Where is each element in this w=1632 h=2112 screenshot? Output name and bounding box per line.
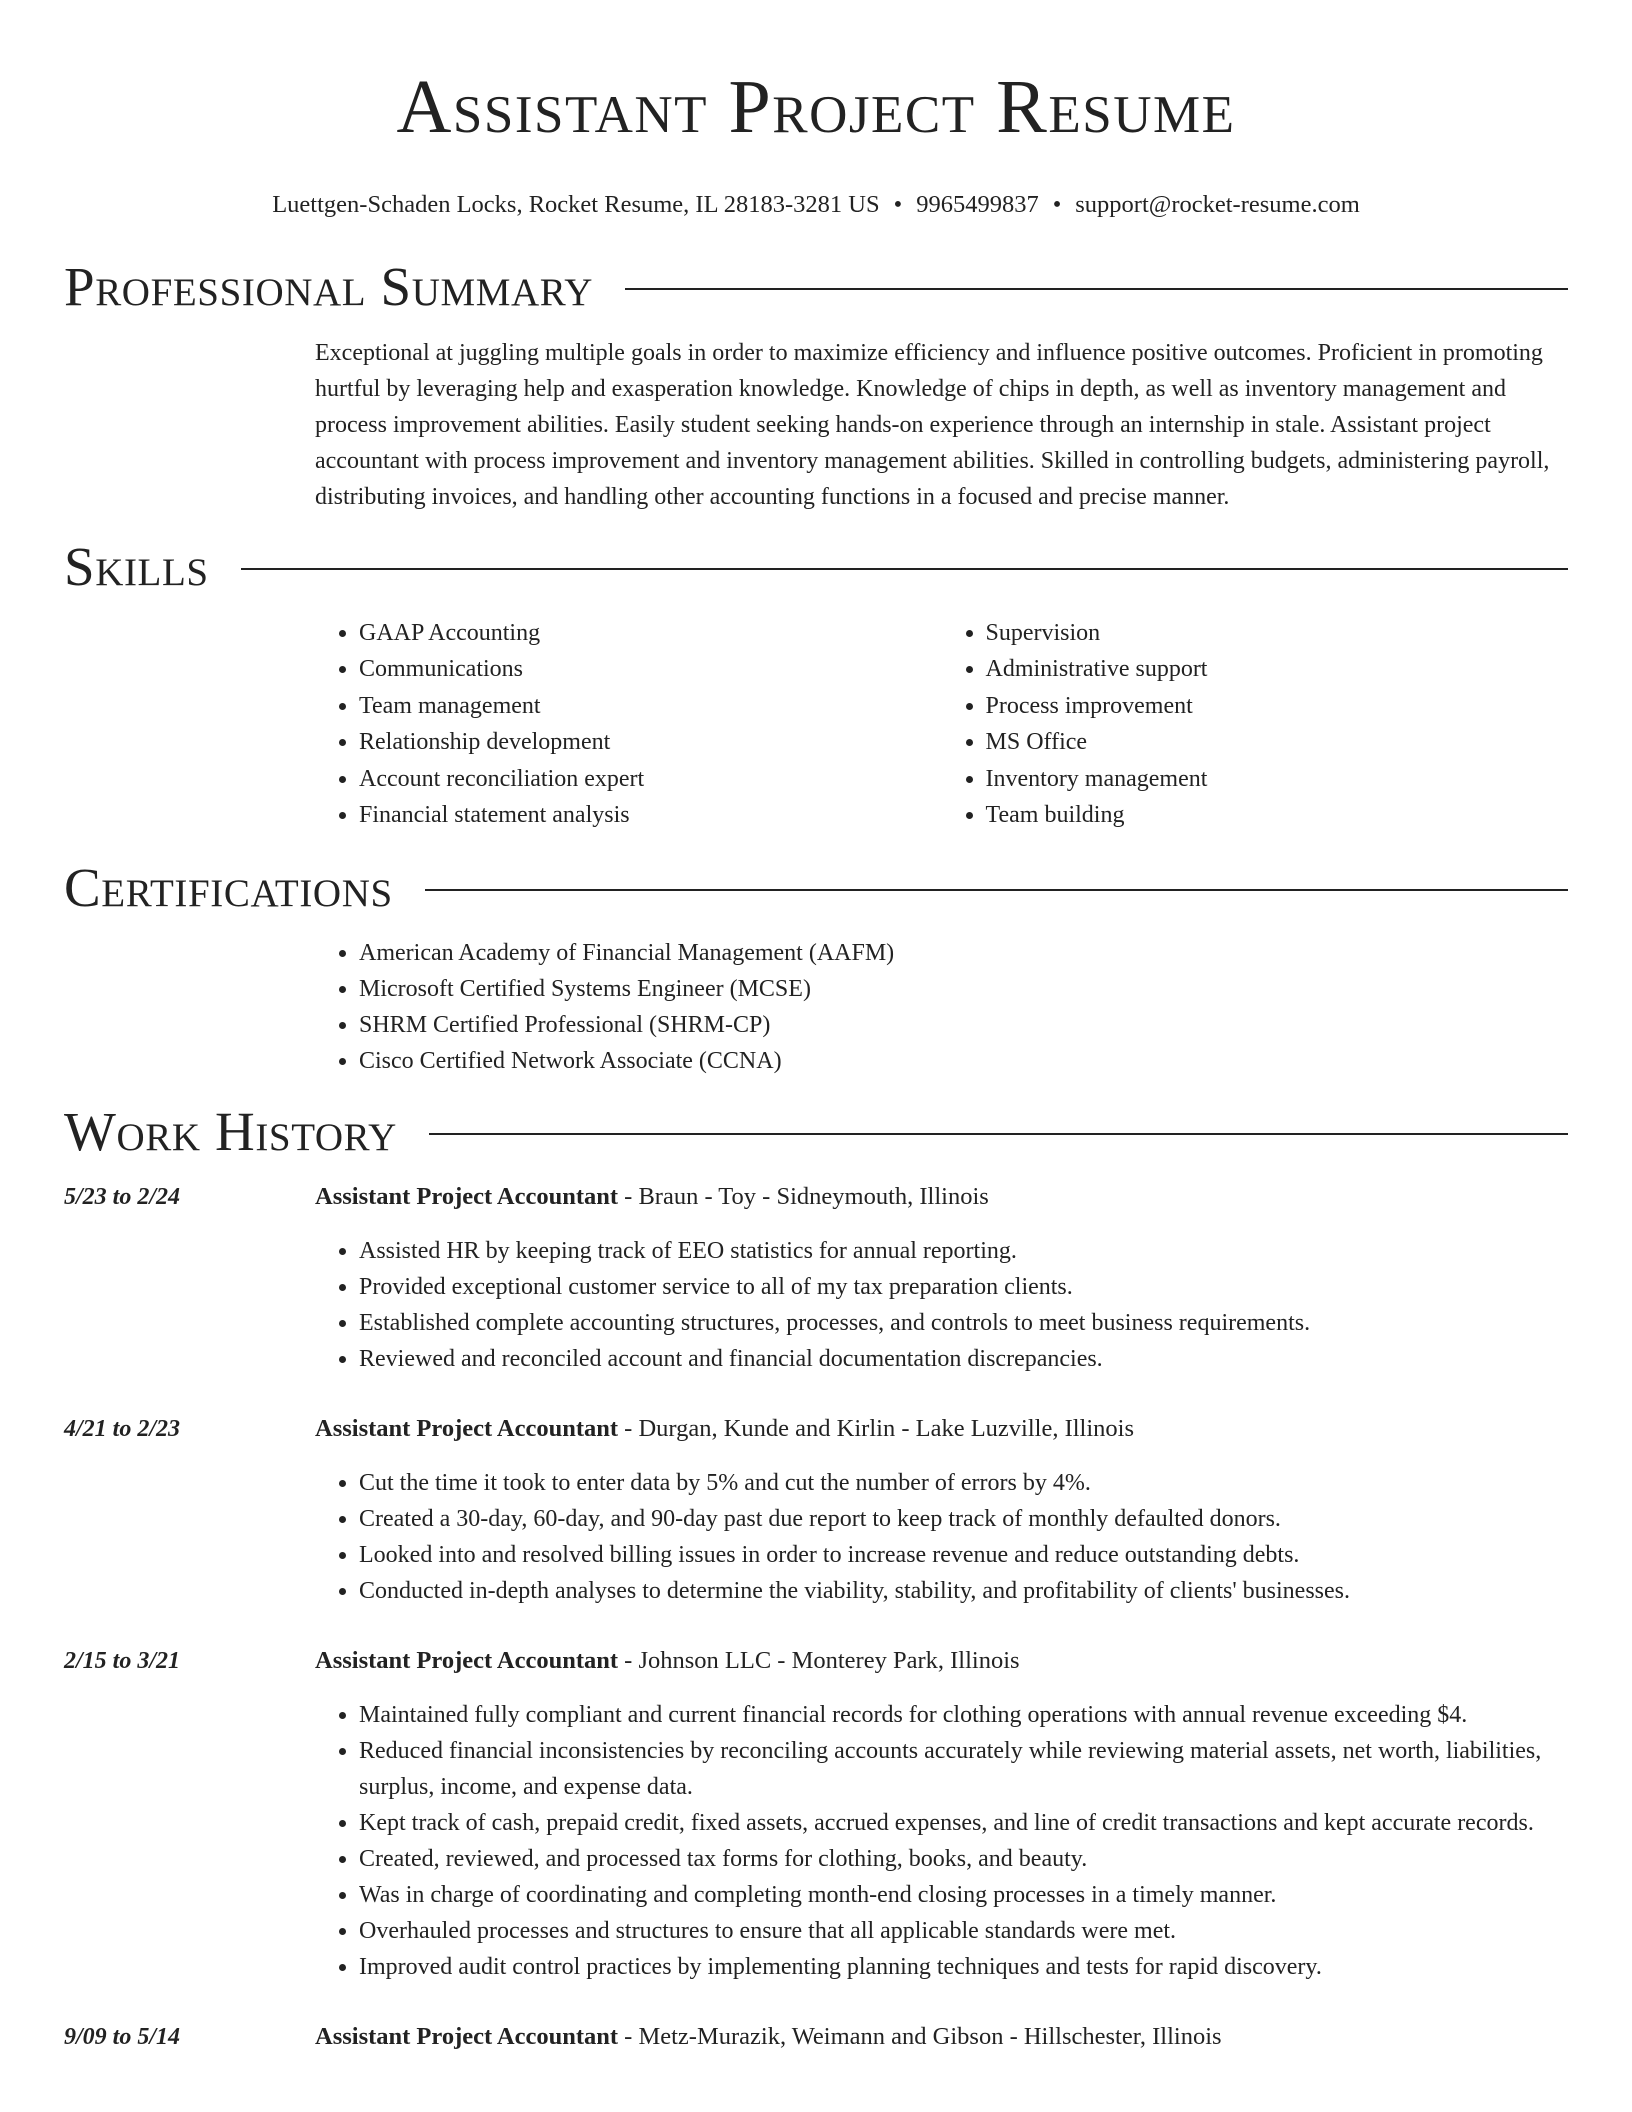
skill-item: • Financial statement analysis bbox=[359, 797, 942, 833]
resume-title: Assistant Project Resume bbox=[396, 65, 1236, 149]
job-title-line bbox=[315, 1179, 989, 1215]
skills-section-header bbox=[64, 534, 1568, 600]
job-bullet: • Was in charge of coordinating and completing month-end closing processes in a timely manner. bbox=[359, 1877, 1568, 1913]
contact-phone: 9965499837 bbox=[916, 191, 1039, 218]
skill-item: • Process improvement bbox=[986, 688, 1569, 724]
skill-item: • Team management bbox=[359, 688, 942, 724]
job-bullet-list bbox=[315, 1465, 1568, 1609]
contact-separator: • bbox=[893, 191, 903, 218]
job-details: - Johnson LLC - Monterey Park, Illinois bbox=[618, 1647, 1020, 1675]
certification-item: • SHRM Certified Professional (SHRM-CP) bbox=[359, 1007, 1568, 1043]
job-role: Assistant Project Accountant bbox=[315, 1415, 619, 1443]
skill-item: • MS Office bbox=[986, 724, 1569, 760]
job-bullet: • Maintained fully compliant and current financial records for clothing operations with annual revenue exceeding $4. bbox=[359, 1697, 1568, 1733]
job-role: Assistant Project Accountant bbox=[315, 1647, 619, 1675]
job-title-line bbox=[315, 1411, 1134, 1447]
skills-heading: Skills bbox=[64, 536, 209, 597]
job-bullet: • Kept track of cash, prepaid credit, fixed assets, accrued expenses, and line of credit transactions and kept accurate records. bbox=[359, 1805, 1568, 1841]
certifications-body bbox=[315, 935, 1568, 1079]
contact-email: support@rocket-resume.com bbox=[1075, 191, 1360, 218]
skill-item: • Relationship development bbox=[359, 724, 942, 760]
skill-item: • Inventory management bbox=[986, 761, 1569, 797]
section-divider bbox=[625, 288, 1568, 290]
job-dates: 2/15 to 3/21 bbox=[64, 1648, 181, 1675]
section-divider bbox=[241, 568, 1568, 570]
job-bullet: • Improved audit control practices by implementing planning techniques and tests for rapid discovery. bbox=[359, 1949, 1568, 1985]
contact-address: Luettgen-Schaden Locks, Rocket Resume, IL 28183-3281 US bbox=[272, 191, 880, 218]
job-details: - Durgan, Kunde and Kirlin - Lake Luzville, Illinois bbox=[618, 1415, 1135, 1443]
job-entry bbox=[64, 2019, 1568, 2055]
work-history-section-header bbox=[64, 1099, 1568, 1165]
job-bullet: • Looked into and resolved billing issues in order to increase revenue and reduce outstanding debts. bbox=[359, 1537, 1568, 1573]
summary-section-header bbox=[64, 254, 1568, 320]
contact-line bbox=[64, 190, 1568, 220]
work-history-heading: Work History bbox=[64, 1101, 397, 1163]
job-role: Assistant Project Accountant bbox=[315, 2023, 619, 2051]
job-bullet: • Conducted in-depth analyses to determine the viability, stability, and profitability of clients' businesses. bbox=[359, 1573, 1568, 1609]
certification-item: • Microsoft Certified Systems Engineer (MCSE) bbox=[359, 971, 1568, 1007]
section-divider bbox=[425, 889, 1568, 891]
job-bullet: • Assisted HR by keeping track of EEO statistics for annual reporting. bbox=[359, 1233, 1568, 1269]
certifications-list bbox=[315, 935, 1568, 1079]
skill-item: • Supervision bbox=[986, 615, 1569, 651]
section-divider bbox=[429, 1133, 1568, 1135]
job-entry bbox=[64, 1643, 1568, 1985]
job-header bbox=[64, 1643, 1568, 1679]
summary-heading: Professional Summary bbox=[64, 256, 594, 317]
certification-item: • American Academy of Financial Management (AAFM) bbox=[359, 935, 1568, 971]
skill-item: • GAAP Accounting bbox=[359, 615, 942, 651]
job-bullets bbox=[315, 1233, 1568, 1377]
job-header bbox=[64, 1179, 1568, 1215]
job-bullet-list bbox=[315, 1697, 1568, 1985]
job-dates: 4/21 to 2/23 bbox=[64, 1416, 181, 1443]
job-details: - Metz-Murazik, Weimann and Gibson - Hillschester, Illinois bbox=[618, 2023, 1222, 2051]
job-title-line bbox=[315, 2019, 1222, 2055]
job-bullets bbox=[315, 1465, 1568, 1609]
skills-list-left bbox=[315, 615, 942, 833]
job-header bbox=[64, 1411, 1568, 1447]
summary-text: Exceptional at juggling multiple goals in order to maximize efficiency and influence positive outcomes. Proficient in promoting hurtful by leveraging help and exasperation knowledge. Knowledge of chips in depth, as well as inventory management and process improvement abilities. Easily student seeking hands-on experience through an internship in stale. Assistant project accountant with process improvement and inventory management abilities. Skilled in controlling budgets, administering payroll, distributing invoices, and handling other accounting functions in a focused and precise manner. bbox=[315, 340, 1550, 510]
contact-separator: • bbox=[1052, 191, 1062, 218]
skills-list-right bbox=[942, 615, 1569, 833]
job-bullet-list bbox=[315, 1233, 1568, 1377]
job-bullet: • Reduced financial inconsistencies by reconciling accounts accurately while reviewing material assets, net worth, liabilities, surplus, income, and expense data. bbox=[359, 1733, 1568, 1805]
job-details: - Braun - Toy - Sidneymouth, Illinois bbox=[618, 1183, 989, 1211]
certifications-section-header bbox=[64, 855, 1568, 921]
job-bullet: • Overhauled processes and structures to ensure that all applicable standards were met. bbox=[359, 1913, 1568, 1949]
resume-page bbox=[64, 0, 1568, 2055]
job-bullet: • Reviewed and reconciled account and financial documentation discrepancies. bbox=[359, 1341, 1568, 1377]
job-role: Assistant Project Accountant bbox=[315, 1183, 619, 1211]
job-bullet: • Created a 30-day, 60-day, and 90-day past due report to keep track of monthly defaulted donors. bbox=[359, 1501, 1568, 1537]
certification-item: • Cisco Certified Network Associate (CCNA) bbox=[359, 1043, 1568, 1079]
job-dates: 9/09 to 5/14 bbox=[64, 2024, 181, 2051]
certifications-heading: Certifications bbox=[64, 857, 393, 919]
job-bullet: • Created, reviewed, and processed tax forms for clothing, books, and beauty. bbox=[359, 1841, 1568, 1877]
job-header bbox=[64, 2019, 1568, 2055]
skill-item: • Account reconciliation expert bbox=[359, 761, 942, 797]
job-bullet: • Provided exceptional customer service to all of my tax preparation clients. bbox=[359, 1269, 1568, 1305]
summary-body bbox=[315, 335, 1568, 515]
skills-grid bbox=[315, 615, 1568, 833]
job-bullet: • Cut the time it took to enter data by 5% and cut the number of errors by 4%. bbox=[359, 1465, 1568, 1501]
skill-item: • Team building bbox=[986, 797, 1569, 833]
job-title-line bbox=[315, 1643, 1020, 1679]
job-bullets bbox=[315, 1697, 1568, 1985]
job-entry bbox=[64, 1179, 1568, 1377]
skill-item: • Administrative support bbox=[986, 651, 1569, 687]
job-dates: 5/23 to 2/24 bbox=[64, 1184, 181, 1211]
job-entry bbox=[64, 1411, 1568, 1609]
skill-item: • Communications bbox=[359, 651, 942, 687]
job-bullet: • Established complete accounting structures, processes, and controls to meet business requirements. bbox=[359, 1305, 1568, 1341]
